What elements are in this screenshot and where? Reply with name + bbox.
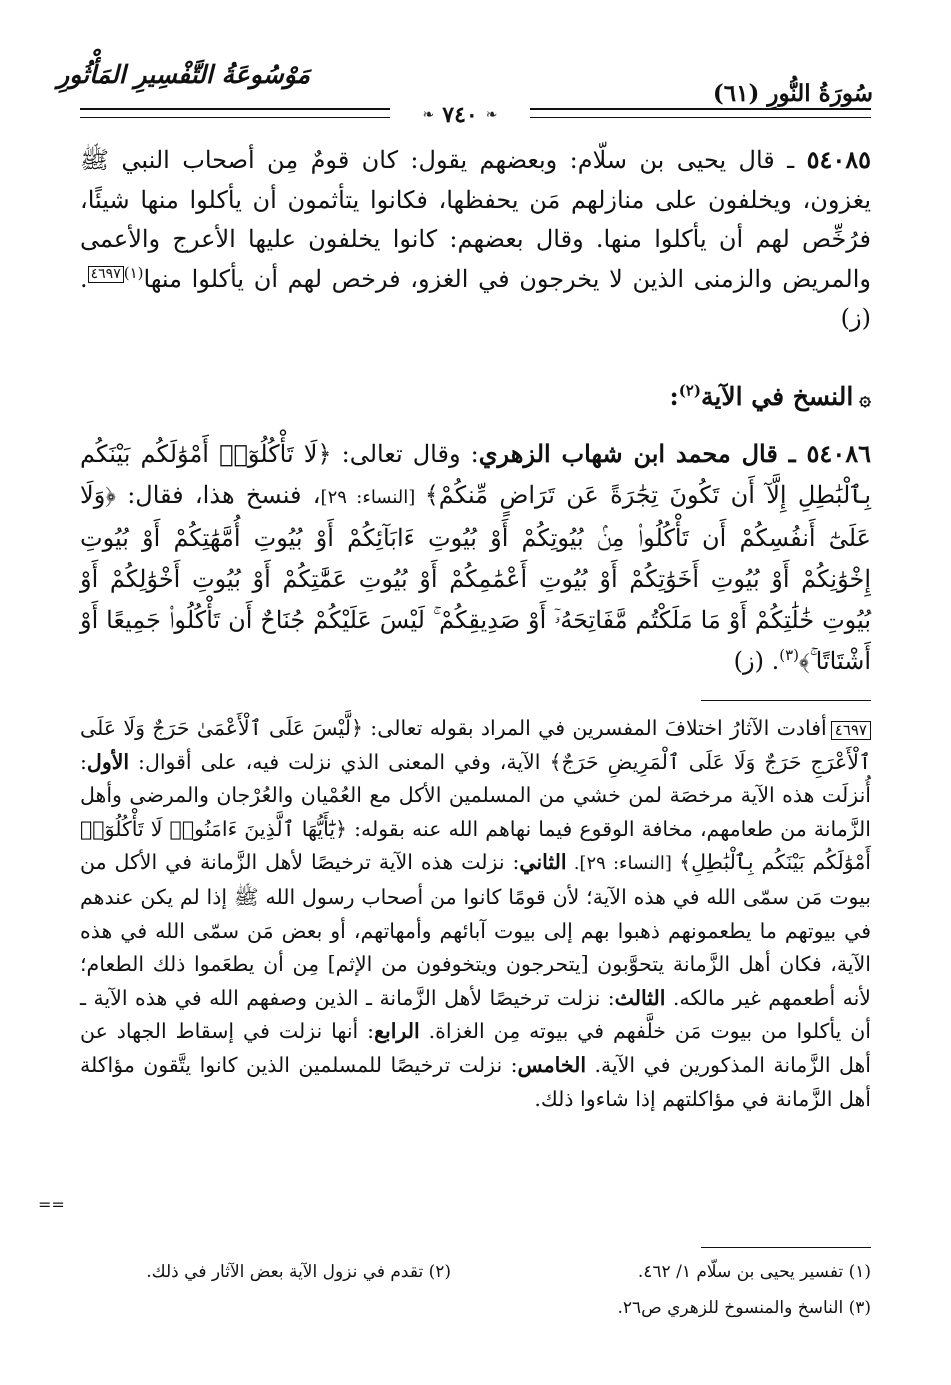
commentary-text: الآية، وفي المعنى الذي نزلت فيه، على أقوال:	[129, 749, 550, 774]
entry-mid: ، فنسخ هذا، فقال:	[115, 481, 321, 509]
footnote-2: (٢) تقدم في نزول الآية بعض الآثار في ذلك.	[146, 1262, 451, 1282]
verse-reference: [النساء: ٢٩].	[566, 853, 680, 875]
entry-text: ـ قال يحيى بن سلّام: وبعضهم يقول: كان قومٌ مِن أصحاب النبي ﷺ يغزون، ويخلفون على منازلهم مَن يحفظها، فكانوا يتأثمون أن يأكلوا منها شيئًا، فرُخِّص لهم أن يأكلوا منها. وقال بعضهم: كانوا يخلفون عليها الأعرج والأعمى والمريض والزمنى الذين لا يخرجون في الغزو، فرخص لهم أن يأكلوا منها	[80, 146, 872, 293]
heading-text: النسخ في الآية	[700, 382, 854, 411]
section-heading	[669, 382, 871, 411]
commentary-text: : أنها نزلت في إسقاط الجهاد عن أهل الزَّمانة المذكورين في الآية.	[80, 1019, 872, 1077]
entry-54085	[80, 140, 871, 339]
footnote-3: (٣) الناسخ والمنسوخ للزهري ص٢٦.	[617, 1298, 871, 1318]
footnote-ref: (٣)	[779, 646, 800, 664]
verse-reference: [النساء: ٢٩]	[320, 487, 425, 508]
speaker: ـ قال محمد ابن شهاب الزهري	[478, 439, 807, 468]
book-title: مَوْسُوعَةُ التَّفْسِيرِ المَأْثُورِ	[57, 60, 310, 89]
entry-tail: . (ز)	[733, 647, 780, 675]
header-rule-left	[80, 117, 390, 118]
opinion-label: الثاني	[519, 850, 567, 875]
commentary-text: أفادت الآثارُ اختلافَ المفسرين في المراد بقوله تعالى:	[363, 716, 827, 740]
surah-title: سُورَةُ النُّورِ (٦١)	[712, 80, 873, 107]
entry-intro: : وقال تعالى:	[331, 440, 479, 468]
entry-number: ٥٤٠٨٥	[806, 145, 872, 174]
ornament-icon: ❧	[485, 107, 498, 123]
commentary-text: : نزلت ترخيصًا لأهل الزَّمانة ـ الذين وصفهم الله في هذه الآية ـ أن يأكلوا من بيوت مَن خلَّفهم في بيوته مِن الغزاة.	[80, 985, 871, 1044]
page-number: ٧٤٠	[442, 102, 478, 128]
ornament-icon: ۞	[859, 386, 871, 410]
entry-54086	[80, 433, 871, 682]
quran-verse: ﴿وَلَا عَلَىٰٓ أَنفُسِكُمْ أَن تَأْكُلُوا۟ مِنۢ بُيُوتِكُمْ أَوْ بُيُوتِ ءَابَآئِكُمْ أَوْ بُيُوتِ أُمَّهَٰتِكُمْ أَوْ بُيُوتِ إِخْوَٰنِكُمْ أَوْ بُيُوتِ أَخَوَٰتِكُمْ أَوْ بُيُوتِ أَعْمَٰمِكُمْ أَوْ بُيُوتِ عَمَّٰتِكُمْ أَوْ بُيُوتِ أَخْوَٰلِكُمْ أَوْ بُيُوتِ خَٰلَٰتِكُمْ أَوْ مَا مَلَكْتُم مَّفَاتِحَهُۥٓ أَوْ صَدِيقِكُمْ ۚ لَيْسَ عَلَيْكُمْ جُنَاحٌ أَن تَأْكُلُوا۟ جَمِيعًا أَوْ أَشْتَاتًا ۚ﴾	[80, 481, 871, 675]
ornament-icon: ❧	[422, 107, 435, 123]
heading-colon: :	[669, 382, 679, 411]
margin-mark: ==	[38, 1195, 65, 1214]
quran-verse: ﴿لَّيْسَ عَلَى ٱلْأَعْمَىٰ حَرَجٌ وَلَا عَلَى ٱلْأَعْرَجِ حَرَجٌ وَلَا عَلَى ٱلْمَرِيضِ حَرَجٌ﴾	[80, 716, 871, 774]
opinion-label: الثالث	[614, 985, 666, 1010]
commentary-separator	[701, 700, 871, 701]
opinion-label: الخامس	[517, 1052, 587, 1077]
commentary-text: : نزلت ترخيصًا للمسلمين الذين كانوا يتَّقون مؤاكلة أهل الزَّمانة في مؤاكلتهم إذا شاءوا ذلك.	[80, 1052, 871, 1111]
footnote-separator	[701, 1247, 871, 1248]
entry-number: ٥٤٠٨٦	[806, 439, 871, 468]
entry-tail: . (ز)	[80, 264, 871, 332]
quran-verse: ﴿يَٰٓأَيُّهَا ٱلَّذِينَ ءَامَنُوا۟ لَا تَأْكُلُوٓا۟ أَمْوَٰلَكُم بَيْنَكُم بِٱلْبَٰطِلِ﴾	[80, 816, 871, 875]
commentary-text: : نزلت هذه الآية ترخيصًا لأهل الزَّمانة في الأكل من بيوت مَن سمّى الله في هذه الآية؛ لأن قومًا كانوا من أصحاب رسول الله ﷺ إذا لم يكن عندهم في بيوتهم ما يطعمونهم ذهبوا بهم إلى بيوت آبائهم وأمهاتهم، أو بعض مَن سمّى الله في هذه الآية، فكان أهل الزَّمانة يتحوَّبون [يتحرجون ويتخوفون من الإثم] مِن أن يطعَموا ذلك الطعام؛ لأنه أطعمهم غير مالكه.	[80, 850, 871, 1010]
commentary-text: : أُنزلَت هذه الآية مرخصَة لمن خشي من المسلمين الأكل مع العُمْيان والعُرْجان والمرضى وأهل الزَّمانة من طعامهم، مخافة الوقوع فيما نهاهم الله عنه بقوله:	[80, 749, 871, 841]
footnote-1: (١) تفسير يحيى بن سلّام ١/ ٤٦٢.	[637, 1262, 871, 1282]
commentary-ref-box: ٤٦٩٧	[88, 266, 124, 283]
page-number-box	[390, 100, 530, 130]
commentary	[80, 712, 871, 1116]
commentary-number-box: ٤٦٩٧	[831, 721, 871, 740]
footnote-ref: (٢)	[678, 381, 701, 400]
footnote-ref: (١)	[123, 263, 144, 282]
quran-verse: ﴿لَا تَأْكُلُوٓا۟ أَمْوَٰلَكُم بَيْنَكُم بِٱلْبَٰطِلِ إِلَّآ أَن تَكُونَ تِجَٰرَةً عَن تَرَاضٍ مِّنكُمْ﴾	[80, 440, 872, 509]
header-rule-right	[530, 117, 871, 118]
book-title-logo	[57, 58, 310, 106]
opinion-label: الرابع	[374, 1019, 420, 1044]
opinion-label: الأول	[86, 749, 130, 774]
